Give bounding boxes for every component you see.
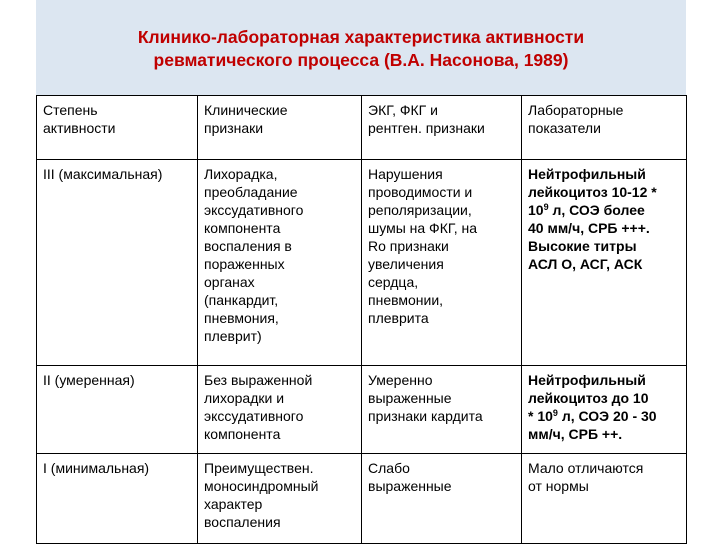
cell-ecg bbox=[362, 454, 522, 544]
cell-text-line: шумы на ФКГ, на bbox=[368, 220, 478, 236]
cell-text-line: воспаления в bbox=[204, 238, 292, 254]
cell-text-line: экссудативного bbox=[204, 202, 304, 218]
cell-text-line: экссудативного bbox=[204, 408, 304, 424]
exponent-base: 10 bbox=[528, 202, 544, 218]
cell-text-line: пневмония, bbox=[204, 310, 279, 326]
cell-text-line: моносиндромный bbox=[204, 478, 319, 494]
cell-text-line: реполяризации, bbox=[368, 202, 472, 218]
cell-text-line: проводимости и bbox=[368, 184, 473, 200]
cell-text-line bbox=[528, 201, 682, 219]
cell-degree bbox=[37, 454, 198, 544]
cell-text-line: рентген. признаки bbox=[368, 120, 485, 136]
cell-text-line: Преимуществен. bbox=[204, 460, 314, 476]
cell-text-line: Без выраженной bbox=[204, 372, 313, 388]
cell-text-line: сердца, bbox=[368, 274, 419, 290]
cell-text-line: ЭКГ, ФКГ и bbox=[368, 102, 438, 118]
cell-text-line: Нейтрофильный bbox=[528, 372, 646, 388]
cell-text-line: плеврита bbox=[368, 310, 429, 326]
table-row bbox=[37, 160, 687, 366]
cell-text-line: Ro признаки bbox=[368, 238, 449, 254]
cell-text-line: Лабораторные bbox=[528, 102, 624, 118]
header-lab bbox=[522, 96, 687, 160]
cell-ecg bbox=[362, 160, 522, 366]
cell-text-line: выраженные bbox=[368, 478, 452, 494]
cell-clinical bbox=[198, 160, 362, 366]
cell-text-line: лейкоцитоз 10-12 * bbox=[528, 184, 657, 200]
cell-text-line: активности bbox=[43, 120, 116, 136]
exponent-tail: л, СОЭ 20 - 30 bbox=[557, 408, 657, 424]
header-ecg bbox=[362, 96, 522, 160]
exponent-prefix: * bbox=[528, 408, 538, 424]
cell-text-line: показатели bbox=[528, 120, 601, 136]
cell-text-line: мм/ч, СРБ ++. bbox=[528, 426, 623, 442]
cell-text-line: воспаления bbox=[204, 514, 281, 530]
cell-text-line: Высокие титры bbox=[528, 238, 637, 254]
cell-text-line bbox=[528, 407, 682, 425]
cell-text-line: Нейтрофильный bbox=[528, 166, 646, 182]
cell-clinical bbox=[198, 366, 362, 454]
title-line-1: Клинико-лабораторная характеристика активности bbox=[137, 27, 585, 47]
cell-text-line: II (умеренная) bbox=[43, 372, 135, 388]
table-row bbox=[37, 454, 687, 544]
cell-text-line: пораженных bbox=[204, 256, 285, 272]
table-header-row bbox=[37, 96, 687, 160]
cell-text-line: лихорадки и bbox=[204, 390, 285, 406]
exponent: 9 bbox=[543, 202, 549, 212]
cell-text-line: 40 мм/ч, СРБ +++. bbox=[528, 220, 650, 236]
cell-text-line: (панкардит, bbox=[204, 292, 279, 308]
cell-text-line: признаки bbox=[204, 120, 264, 136]
slide-title bbox=[36, 26, 686, 72]
cell-text-line: выраженные bbox=[368, 390, 452, 406]
cell-text-line: характер bbox=[204, 496, 263, 512]
cell-text-line: Лихорадка, bbox=[204, 166, 278, 182]
cell-text-line: Клинические bbox=[204, 102, 288, 118]
title-line-2: ревматического процесса (В.А. Насонова, 1989) bbox=[153, 50, 569, 70]
cell-text-line: Нарушения bbox=[368, 166, 443, 182]
cell-ecg bbox=[362, 366, 522, 454]
cell-text-line: пневмонии, bbox=[368, 292, 444, 308]
cell-lab bbox=[522, 454, 687, 544]
exponent-tail: л, СОЭ более bbox=[548, 202, 645, 218]
cell-degree bbox=[37, 366, 198, 454]
cell-text-line: увеличения bbox=[368, 256, 444, 272]
cell-text-line: III (максимальная) bbox=[43, 166, 163, 182]
cell-text-line: от нормы bbox=[528, 478, 589, 494]
cell-text-line: I (минимальная) bbox=[43, 460, 150, 476]
exponent: 9 bbox=[552, 408, 558, 418]
header-clinical bbox=[198, 96, 362, 160]
cell-text-line: Степень bbox=[43, 102, 98, 118]
cell-clinical bbox=[198, 454, 362, 544]
cell-text-line: лейкоцитоз до 10 bbox=[528, 390, 649, 406]
cell-lab bbox=[522, 366, 687, 454]
cell-text-line: компонента bbox=[204, 220, 281, 236]
cell-text-line: органах bbox=[204, 274, 255, 290]
cell-degree bbox=[37, 160, 198, 366]
cell-text-line: признаки кардита bbox=[368, 408, 483, 424]
cell-text-line: плеврит) bbox=[204, 328, 262, 344]
cell-text-line: преобладание bbox=[204, 184, 298, 200]
table-row bbox=[37, 366, 687, 454]
activity-table bbox=[36, 95, 687, 544]
cell-text-line: Слабо bbox=[368, 460, 410, 476]
cell-text-line: АСЛ О, АСГ, АСК bbox=[528, 256, 643, 272]
exponent-base: 10 bbox=[537, 408, 553, 424]
cell-text-line: компонента bbox=[204, 426, 281, 442]
cell-lab bbox=[522, 160, 687, 366]
cell-text-line: Мало отличаются bbox=[528, 460, 644, 476]
cell-text-line: Умеренно bbox=[368, 372, 433, 388]
header-degree bbox=[37, 96, 198, 160]
